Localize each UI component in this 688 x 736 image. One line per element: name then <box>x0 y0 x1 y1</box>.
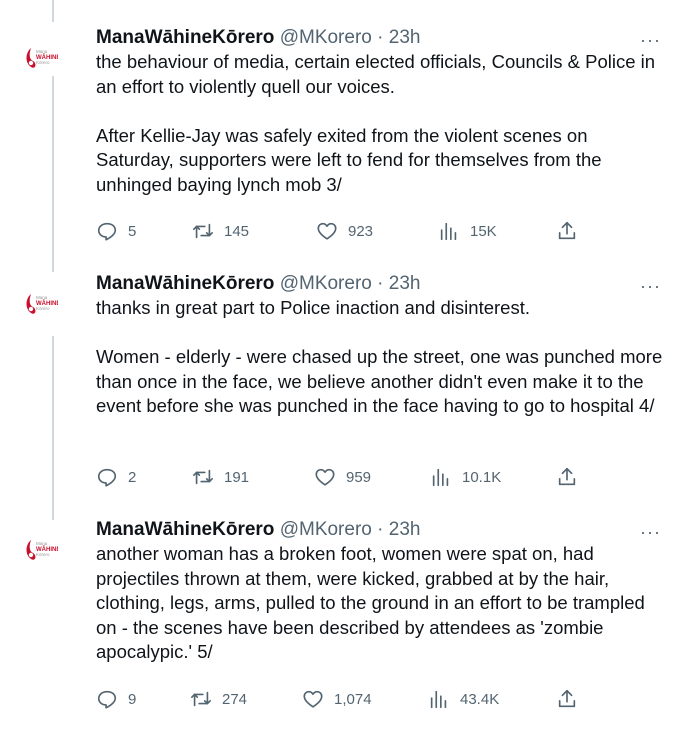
retweet-button[interactable] <box>192 219 249 243</box>
share-icon <box>556 466 578 488</box>
views-button[interactable] <box>438 219 497 243</box>
svg-text:Kōrero: Kōrero <box>36 60 50 65</box>
retweet-count: 274 <box>222 690 248 708</box>
action-bar <box>96 219 616 243</box>
like-icon <box>314 466 336 488</box>
tweet-text <box>96 542 666 665</box>
tweet-paragraph: another woman has a broken foot, women were spat on, had projectiles thrown at them, were kicked, grabbed at by the hair, clothing, legs, arms, pulled to the ground in an effort to be trampled on - the scenes have been described by attendees as 'zombie apocalypic.' 5/ <box>96 543 645 662</box>
like-icon <box>302 688 324 710</box>
more-options-icon[interactable]: ··· <box>640 522 661 542</box>
action-bar <box>96 687 616 711</box>
avatar[interactable] <box>22 288 58 324</box>
tweet-paragraph: the behaviour of media, certain elected officials, Councils & Police in an effort to violently quell our voices. <box>96 51 656 97</box>
avatar[interactable] <box>22 534 58 570</box>
views-button[interactable] <box>428 687 499 711</box>
reply-count: 5 <box>128 222 137 240</box>
separator: · <box>377 519 384 540</box>
share-icon <box>556 688 578 710</box>
timestamp[interactable]: 23h <box>388 519 421 540</box>
author-handle[interactable]: @MKorero <box>279 519 372 540</box>
action-bar <box>96 465 616 489</box>
share-button[interactable] <box>556 465 578 489</box>
like-button[interactable] <box>302 687 372 711</box>
tweet-text <box>96 50 666 197</box>
like-button[interactable] <box>314 465 371 489</box>
mana-wahine-logo <box>22 288 58 324</box>
tweet-header <box>96 26 420 50</box>
views-count: 15K <box>470 222 497 240</box>
svg-text:WĀHINE: WĀHINE <box>36 547 58 553</box>
svg-text:WĀHINE: WĀHINE <box>36 55 58 61</box>
mana-wahine-logo <box>22 42 58 78</box>
views-icon <box>430 466 452 488</box>
author-name[interactable]: ManaWāhineKōrero <box>96 273 275 294</box>
mana-wahine-logo <box>22 534 58 570</box>
share-icon <box>556 220 578 242</box>
timestamp[interactable]: 23h <box>388 27 421 48</box>
like-count: 1,074 <box>334 690 372 708</box>
reply-icon <box>96 466 118 488</box>
svg-text:Mana: Mana <box>36 541 48 546</box>
more-options-icon[interactable]: ··· <box>640 276 661 296</box>
views-count: 43.4K <box>460 690 500 708</box>
reply-icon <box>96 688 118 710</box>
like-count: 959 <box>346 468 372 486</box>
retweet-button[interactable] <box>190 687 247 711</box>
tweet[interactable] <box>0 26 688 256</box>
svg-text:Mana: Mana <box>36 49 48 54</box>
views-icon <box>438 220 460 242</box>
reply-count: 2 <box>128 468 137 486</box>
reply-icon <box>96 220 118 242</box>
retweet-icon <box>192 466 214 488</box>
retweet-button[interactable] <box>192 465 249 489</box>
thread-line <box>52 0 54 22</box>
reply-button[interactable] <box>96 219 136 243</box>
views-count: 10.1K <box>462 468 502 486</box>
like-button[interactable] <box>316 219 373 243</box>
tweet-paragraph: thanks in great part to Police inaction and disinterest. <box>96 297 530 318</box>
reply-button[interactable] <box>96 465 136 489</box>
tweet[interactable] <box>0 272 688 502</box>
reply-button[interactable] <box>96 687 136 711</box>
tweet-text <box>96 296 666 419</box>
author-name[interactable]: ManaWāhineKōrero <box>96 519 275 540</box>
retweet-count: 191 <box>224 468 250 486</box>
retweet-icon <box>190 688 212 710</box>
share-button[interactable] <box>556 219 578 243</box>
tweet[interactable] <box>0 518 688 736</box>
author-handle[interactable]: @MKorero <box>279 27 372 48</box>
reply-count: 9 <box>128 690 137 708</box>
separator: · <box>377 273 384 294</box>
share-button[interactable] <box>556 687 578 711</box>
like-icon <box>316 220 338 242</box>
author-name[interactable]: ManaWāhineKōrero <box>96 27 275 48</box>
svg-text:Kōrero: Kōrero <box>36 306 50 311</box>
separator: · <box>377 27 384 48</box>
more-options-icon[interactable]: ··· <box>640 30 661 50</box>
views-button[interactable] <box>430 465 501 489</box>
author-handle[interactable]: @MKorero <box>279 273 372 294</box>
tweet-header <box>96 518 420 542</box>
retweet-icon <box>192 220 214 242</box>
tweet-paragraph: Women - elderly - were chased up the street, one was punched more than once in the face, we believe another didn't even make it to the event before she was punched in the face having to go to hospital 4/ <box>96 346 663 416</box>
svg-text:Mana: Mana <box>36 295 48 300</box>
tweet-paragraph: After Kellie-Jay was safely exited from the violent scenes on Saturday, supporters were left to fend for themselves from the unhinged baying lynch mob 3/ <box>96 124 602 195</box>
svg-text:WĀHINE: WĀHINE <box>36 301 58 307</box>
timestamp[interactable]: 23h <box>388 273 421 294</box>
like-count: 923 <box>348 222 374 240</box>
avatar[interactable] <box>22 42 58 78</box>
retweet-count: 145 <box>224 222 250 240</box>
svg-text:Kōrero: Kōrero <box>36 552 50 557</box>
views-icon <box>428 688 450 710</box>
tweet-header <box>96 272 420 296</box>
